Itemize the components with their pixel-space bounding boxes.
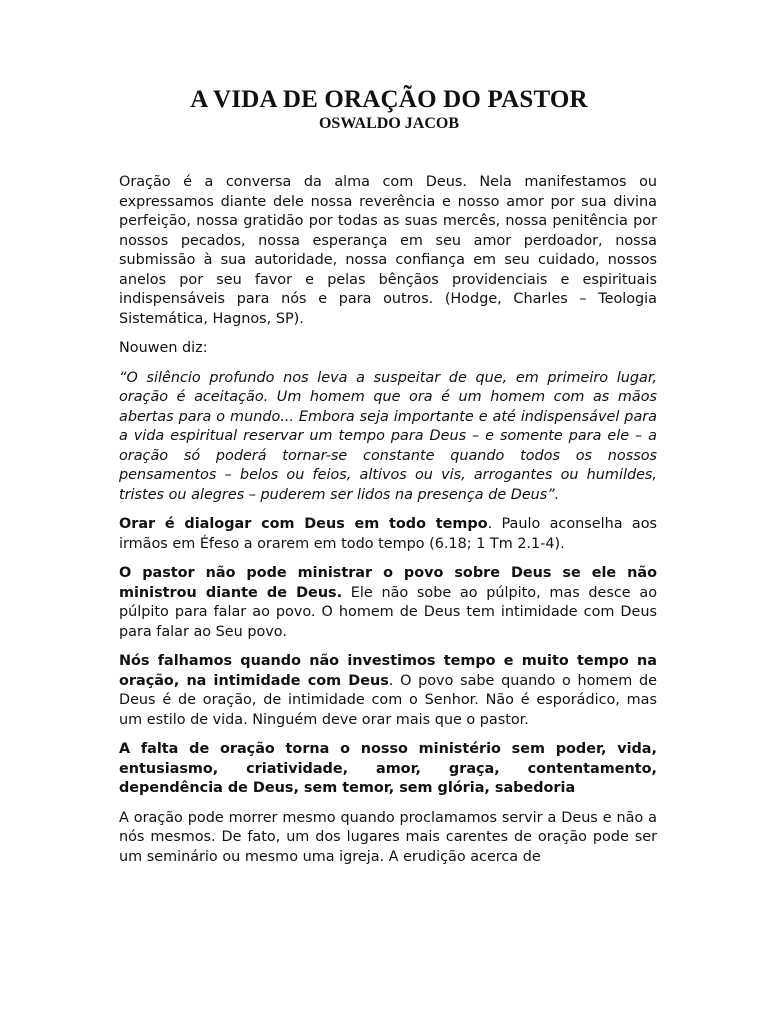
paragraph-text: . Paulo aconselha aos irmãos em Éfeso a orarem em todo tempo (6.18; 1 Tm 2.1-4). [119, 516, 657, 552]
blockquote-nouwen: “O silêncio profundo nos leva a suspeitar de que, em primeiro lugar, oração é aceitação. Um homem que ora é um homem com as mãos abertas para o mundo... Embora seja importante e até indispensável para a vida espiritual reservar um tempo para Deus – e somente para ele – a oração só poderá tornar-se constante quando todos os nossos pensamentos – belos ou feios, altivos ou vis, arrogantes ou humildes, tristes ou alegres – puderem ser lidos na presença de Deus”. [119, 369, 657, 503]
bold-lead: O pastor não pode ministrar o povo sobre Deus se ele não ministrou diante de Deus. [119, 565, 657, 601]
paragraph-dialogar [119, 515, 657, 554]
paragraph-definition: Oração é a conversa da alma com Deus. Nela manifestamos ou expressamos diante dele nossa reverência e nosso amor por sua divina perfeição, nossa gratidão por todas as suas mercês, nossa penitência por nossos pecados, nossa esperança em seu amor perdoador, nossa submissão à sua autoridade, nossa confiança em seu cuidado, nossos anelos por seu favor e pelas bênçãos providenciais e espirituais indispensáveis para nós e para outros. (Hodge, Charles – Teologia Sistemática, Hagnos, SP). [119, 174, 657, 327]
paragraph-falta [119, 740, 657, 799]
bold-lead: A falta de oração torna o nosso ministério sem poder, vida, entusiasmo, criatividade, amor, graça, contentamento, dependência de Deus, sem temor, sem glória, sabedoria [119, 741, 657, 796]
paragraph-pastor [119, 564, 657, 642]
paragraph-morrer: A oração pode morrer mesmo quando proclamamos servir a Deus e não a nós mesmos. De fato, um dos lugares mais carentes de oração pode ser um seminário ou mesmo uma igreja. A erudição acerca de [119, 809, 657, 865]
document-author: OSWALDO JACOB [318, 115, 460, 132]
document-title: A VIDA DE ORAÇÃO DO PASTOR [190, 86, 588, 113]
paragraph-falhamos [119, 652, 657, 730]
bold-lead: Nós falhamos quando não investimos tempo e muito tempo na oração, na intimidade com Deus [119, 653, 657, 689]
document-body [119, 173, 657, 877]
paragraph-text: . O povo sabe quando o homem de Deus é de oração, de intimidade com o Senhor. Não é esporádico, mas um estilo de vida. Ninguém deve orar mais que o pastor. [119, 672, 658, 728]
bold-lead: Orar é dialogar com Deus em todo tempo [119, 516, 488, 532]
paragraph-nouwen-intro: Nouwen diz: [119, 340, 208, 356]
paragraph-text: Ele não sobe ao púlpito, mas desce ao púlpito para falar ao povo. O homem de Deus tem intimidade com Deus para falar ao Seu povo. [119, 584, 657, 640]
